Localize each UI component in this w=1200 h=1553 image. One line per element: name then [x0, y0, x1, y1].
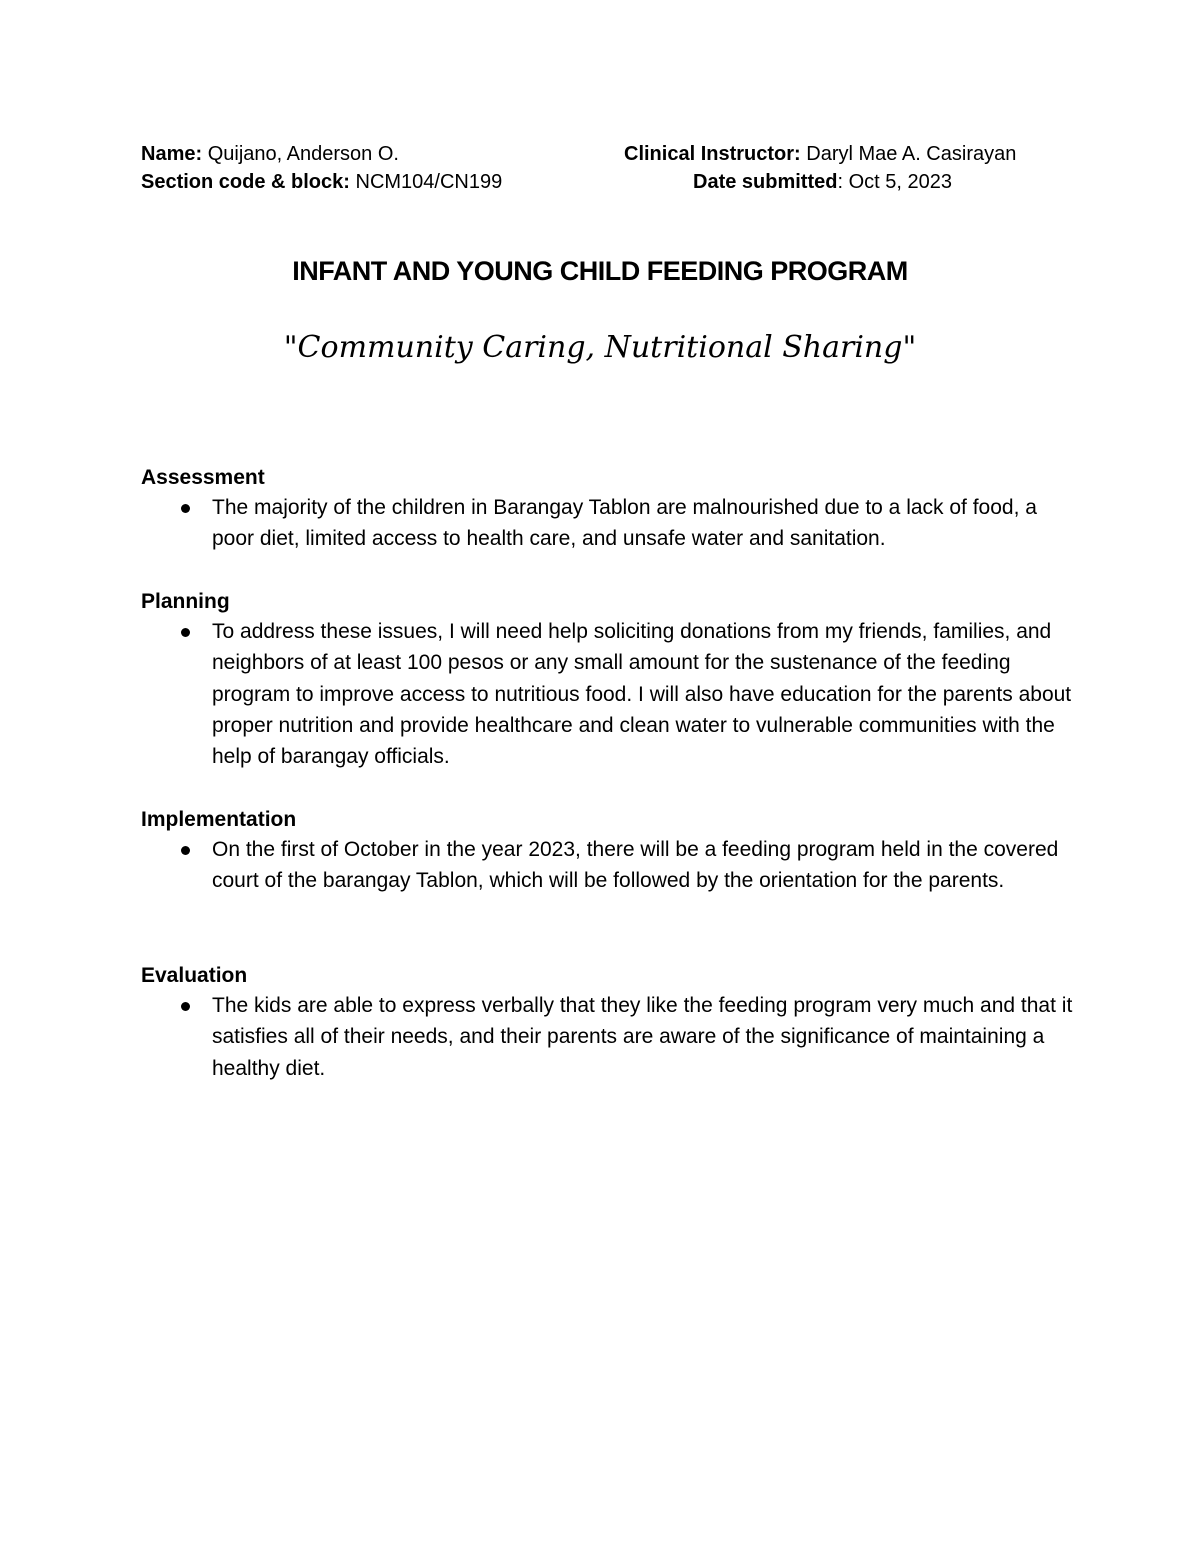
document-title: INFANT AND YOUNG CHILD FEEDING PROGRAM: [292, 256, 908, 286]
bullet-text: To address these issues, I will need help soliciting donations from my friends, families, and neighbors of at least 100 pesos or any small amount for the sustenance of the feeding program to improve access to nutritious food. I will also have education for the parents about proper nutrition and provide healthcare and clean water to vulnerable communities with the help of barangay officials.: [212, 620, 1072, 769]
section-planning: [141, 588, 1081, 772]
student-name-row: [141, 140, 399, 168]
list-item: [141, 834, 1081, 897]
bullet-text: On the first of October in the year 2023, there will be a feeding program held in the covered court of the barangay Tablon, which will be followed by the orientation for the parents.: [212, 838, 1059, 893]
section-assessment: [141, 464, 1081, 555]
bullet-list: [141, 616, 1081, 772]
bullet-dot-icon: [181, 1002, 190, 1011]
list-item: [141, 990, 1081, 1084]
list-item: [141, 616, 1081, 772]
bullet-dot-icon: [181, 628, 190, 637]
bullet-dot-icon: [181, 504, 190, 513]
document-subtitle: "Community Caring, Nutritional Sharing": [283, 330, 917, 365]
name-label: Name:: [141, 143, 203, 165]
bullet-text: The kids are able to express verbally that they like the feeding program very much and that it satisfies all of their needs, and their parents are aware of the significance of maintaining a healthy diet.: [212, 994, 1073, 1080]
section-heading: Planning: [141, 590, 230, 613]
instructor-label: Clinical Instructor:: [624, 143, 801, 165]
list-item: [141, 492, 1081, 555]
section-heading: Assessment: [141, 466, 265, 489]
section-heading: Implementation: [141, 808, 297, 831]
section-implementation: [141, 806, 1081, 897]
bullet-text: The majority of the children in Barangay Tablon are malnourished due to a lack of food, a poor diet, limited access to health care, and unsafe water and sanitation.: [212, 496, 1037, 551]
section-value: NCM104/CN199: [355, 171, 503, 193]
clinical-instructor-row: [624, 140, 1016, 168]
section-evaluation: [141, 962, 1081, 1084]
instructor-value: Daryl Mae A. Casirayan: [806, 143, 1017, 165]
name-value: Quijano, Anderson O.: [207, 143, 399, 165]
date-value: : Oct 5, 2023: [837, 171, 952, 193]
bullet-list: [141, 990, 1081, 1084]
section-code-row: [141, 168, 502, 196]
bullet-dot-icon: [181, 846, 190, 855]
bullet-list: [141, 834, 1081, 897]
bullet-list: [141, 492, 1081, 555]
date-submitted-row: [693, 168, 952, 196]
section-heading: Evaluation: [141, 964, 248, 987]
date-label: Date submitted: [693, 171, 838, 193]
section-label: Section code & block:: [141, 171, 350, 193]
